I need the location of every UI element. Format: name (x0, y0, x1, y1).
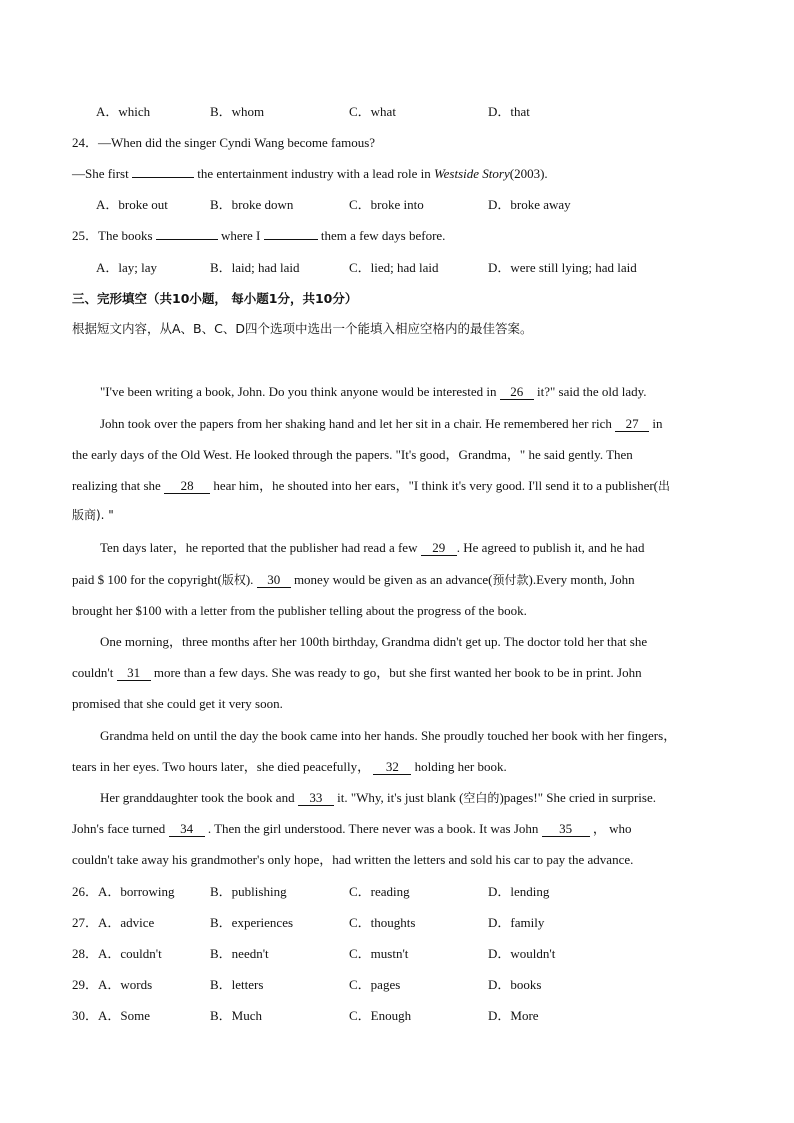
section3-title: 三、完形填空（共10小题， 每小题1分，共10分） (72, 291, 358, 306)
q29-option-c: C．pages (349, 977, 401, 992)
blank-31: 31 (117, 665, 151, 681)
q24-option-b: B．broke down (210, 197, 294, 212)
q24-blank (132, 177, 194, 178)
passage-text: John took over the papers from her shaking hand and let her sit in a chair. He remembered her rich (100, 416, 612, 431)
passage-line-15 (72, 820, 632, 838)
q28-option-d: D．wouldn't (488, 946, 556, 961)
passage-line-5 (72, 506, 114, 524)
passage-text: couldn't (72, 665, 114, 680)
blank-32: 32 (373, 759, 411, 775)
blank-34: 34 (169, 821, 205, 837)
q23-option-d: D．that (488, 104, 530, 119)
q27-option-c: C．thoughts (349, 915, 416, 930)
q24-option-a: A．broke out (96, 197, 168, 212)
passage-text: ). (245, 572, 254, 587)
passage-text: hear him，he shouted into her ears，"I think it's very good. I'll send it to a publisher( (213, 478, 658, 493)
passage-text-cn: 版权 (221, 573, 246, 587)
q29-option-b: B．letters (210, 977, 264, 992)
q29-option-d: D．books (488, 977, 542, 992)
passage-line-2 (100, 415, 663, 433)
passage-text: more than a few days. She was ready to go，but she first wanted her book to be in print. John (153, 665, 642, 680)
q27-option-b: B．experiences (210, 915, 294, 930)
passage-text: )pages!" She cried in surprise. (499, 790, 657, 805)
blank-30: 30 (257, 572, 291, 588)
q23-option-b: B．whom (210, 104, 265, 119)
passage-line-6 (100, 539, 644, 557)
q28-option-b: B．needn't (210, 946, 269, 961)
passage-text: in (652, 416, 663, 431)
q30-option-a: 30．A．Some (72, 1008, 151, 1023)
q25-number: 25． (72, 228, 99, 243)
q24-question (72, 134, 375, 152)
blank-35: 35 (542, 821, 590, 837)
q28-option-c: C．mustn't (349, 946, 409, 961)
q25-option-a: A．lay; lay (96, 260, 158, 275)
passage-text: it. "Why, it's just blank ( (337, 790, 464, 805)
q24-number: 24． (72, 135, 99, 150)
passage-line-1 (100, 383, 647, 401)
blank-33: 33 (298, 790, 334, 806)
passage-text: John's face turned (72, 821, 166, 836)
passage-line-9: One morning，three months after her 100th birthday, Grandma didn't get up. The doctor told her that she (100, 634, 648, 649)
q26-option-a: 26．A．borrowing (72, 884, 175, 899)
passage-text-cn: 预付款 (492, 573, 529, 587)
passage-text-cn: 空白的 (463, 791, 500, 805)
q23-option-a: A．which (96, 104, 151, 119)
q24-option-d: D．broke away (488, 197, 571, 212)
q25-part1: The books (98, 228, 153, 243)
passage-line-8: brought her $100 with a letter from the publisher telling about the progress of the book. (72, 603, 527, 618)
passage-text: Ten days later，he reported that the publisher had read a few (100, 540, 418, 555)
passage-text: Her granddaughter took the book and (100, 790, 295, 805)
q27-option-a: 27．A．advice (72, 915, 155, 930)
passage-line-4 (72, 477, 670, 495)
passage-text: "I've been writing a book, John. Do you think anyone would be interested in (100, 384, 497, 399)
passage-text: ).Every month, John (528, 572, 635, 587)
q30-option-b: B．Much (210, 1008, 263, 1023)
q24-question-text: —When did the singer Cyndi Wang become famous? (98, 135, 376, 150)
blank-29: 29 (421, 540, 457, 556)
blank-27: 27 (615, 416, 649, 432)
passage-text: tears in her eyes. Two hours later，she died peacefully， (72, 759, 371, 774)
passage-text: holding her book. (414, 759, 507, 774)
q27-option-d: D．family (488, 915, 545, 930)
passage-text: paid $ 100 for the copyright( (72, 572, 222, 587)
blank-26: 26 (500, 384, 534, 400)
q25-question (72, 227, 445, 245)
q24-answer-end: the entertainment industry with a lead role in (197, 166, 431, 181)
passage-text-cn: 版商). " (72, 508, 114, 522)
q30-option-d: D．More (488, 1008, 539, 1023)
passage-text: . He agreed to publish it, and he had (456, 540, 645, 555)
q24-answer-start: —She first (72, 166, 129, 181)
section3-instruction: 根据短文内容，从A、B、C、D四个选项中选出一个能填入相应空格内的最佳答案。 (72, 321, 533, 336)
passage-line-12: Grandma held on until the day the book came into her hands. She proudly touched her book with her fingers， (100, 728, 677, 743)
q24-year: (2003). (509, 166, 548, 181)
q24-option-c: C．broke into (349, 197, 424, 212)
passage-line-3: the early days of the Old West. He looked through the papers. "It's good，Grandma，" he said gently. Then (72, 447, 633, 462)
q24-title: Westside Story (434, 166, 510, 181)
passage-text: it?" said the old lady. (537, 384, 647, 399)
q26-option-d: D．lending (488, 884, 550, 899)
passage-text: ， who (592, 821, 632, 836)
passage-text: . Then the girl understood. There never was a book. It was John (207, 821, 539, 836)
passage-line-10 (72, 664, 642, 682)
q28-option-a: 28．A．couldn't (72, 946, 162, 961)
q25-option-d: D．were still lying; had laid (488, 260, 637, 275)
q25-option-b: B．laid; had laid (210, 260, 300, 275)
q30-option-c: C．Enough (349, 1008, 412, 1023)
passage-line-7 (72, 571, 635, 589)
q23-option-c: C．what (349, 104, 396, 119)
passage-line-11: promised that she could get it very soon. (72, 696, 283, 711)
q26-option-c: C．reading (349, 884, 410, 899)
passage-line-14 (100, 789, 656, 807)
blank-28: 28 (164, 478, 210, 494)
passage-text: realizing that she (72, 478, 161, 493)
q25-part3: them a few days before. (320, 228, 446, 243)
passage-line-13 (72, 758, 507, 776)
passage-text: money would be given as an advance( (293, 572, 493, 587)
passage-line-16: couldn't take away his grandmother's only hope，had written the letters and sold his car to pay the advance. (72, 852, 634, 867)
q24-answer-line (72, 165, 548, 183)
q25-option-c: C．lied; had laid (349, 260, 439, 275)
q26-option-b: B．publishing (210, 884, 287, 899)
q25-blank-1 (156, 239, 218, 240)
passage-text-cn: 出 (658, 479, 671, 493)
q25-blank-2 (264, 239, 318, 240)
q25-part2: where I (221, 228, 261, 243)
q29-option-a: 29．A．words (72, 977, 153, 992)
